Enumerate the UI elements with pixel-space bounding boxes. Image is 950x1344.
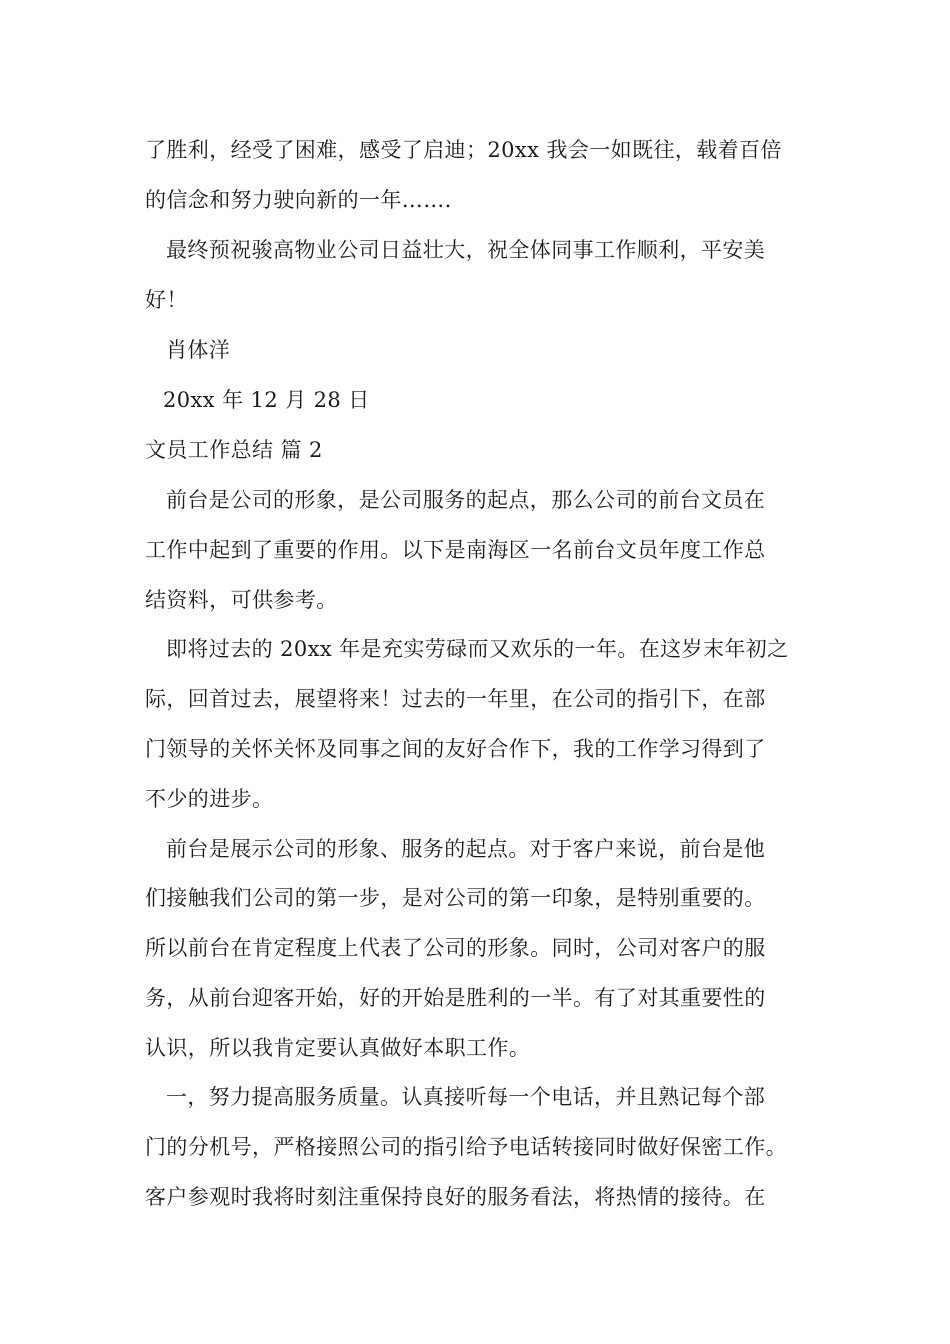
text-line: 好！: [145, 288, 188, 312]
section-heading: 文员工作总结 篇 2: [145, 438, 323, 462]
text-line: 的信念和努力驶向新的一年…….: [145, 188, 452, 212]
signature-name: 肖体洋: [166, 338, 231, 362]
text-line: 际，回首过去，展望将来！过去的一年里，在公司的指引下，在部: [145, 687, 766, 711]
signature-date: 20xx 年 12 月 28 日: [163, 388, 370, 412]
text-line: 客户参观时我将时刻注重保持良好的服务看法，将热情的接待。在: [145, 1185, 766, 1209]
text-line: 所以前台在肯定程度上代表了公司的形象。同时，公司对客户的服: [145, 936, 766, 960]
text-line: 门的分机号，严格接照公司的指引给予电话转接同时做好保密工作。: [145, 1135, 787, 1159]
text-line: 最终预祝骏高物业公司日益壮大，祝全体同事工作顺利，平安美: [166, 238, 766, 262]
text-line: 前台是展示公司的形象、服务的起点。对于客户来说，前台是他: [166, 837, 766, 861]
text-line: 们接触我们公司的第一步，是对公司的第一印象，是特别重要的。: [145, 886, 766, 910]
text-line: 结资料，可供参考。: [145, 588, 338, 612]
text-line: 工作中起到了重要的作用。以下是南海区一名前台文员年度工作总: [145, 538, 766, 562]
text-line: 不少的进步。: [145, 787, 274, 811]
text-line: 即将过去的 20xx 年是充实劳碌而又欢乐的一年。在这岁末年初之: [166, 637, 789, 661]
text-line: 前台是公司的形象，是公司服务的起点，那么公司的前台文员在: [166, 488, 766, 512]
text-line: 认识，所以我肯定要认真做好本职工作。: [145, 1036, 531, 1060]
text-line: 务，从前台迎客开始，好的开始是胜利的一半。有了对其重要性的: [145, 986, 766, 1010]
text-line: 门领导的关怀关怀及同事之间的友好合作下，我的工作学习得到了: [145, 737, 766, 761]
text-line: 一，努力提高服务质量。认真接听每一个电话，并且熟记每个部: [166, 1085, 766, 1109]
text-line: 了胜利，经受了困难，感受了启迪；20xx 我会一如既往，载着百倍: [145, 138, 782, 162]
